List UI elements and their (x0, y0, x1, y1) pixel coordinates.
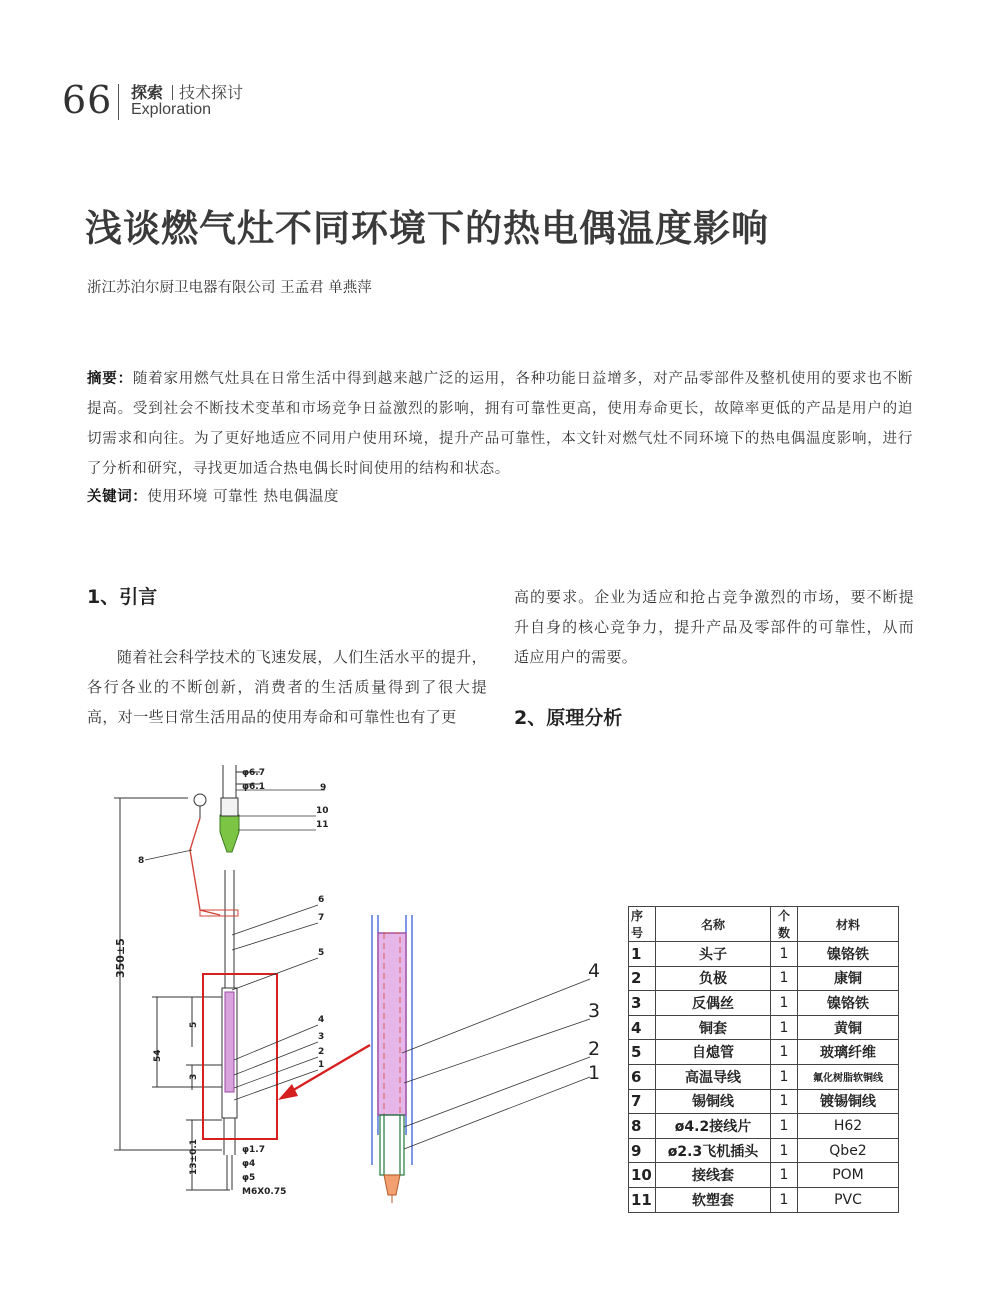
article-authors: 浙江苏泊尔厨卫电器有限公司 王孟君 单燕萍 (87, 280, 372, 296)
callout-main: 1 (318, 1060, 325, 1070)
cell: 1 (771, 942, 798, 967)
abstract-text: 随着家用燃气灶具在日常生活中得到越来越广泛的运用，各种功能日益增多，对产品零部件及整机使用的要求也不断提高。受到社会不断技术变革和市场竞争日益激烈的影响，拥有可靠性更高，使用寿命更长，故障率更低的产品是用户的迫切需求和向往。为了更好地适应不同用户使用环境，提升产品可靠性，本文针对燃气灶不同环境下的热电偶温度影响，进行了分析和研究，寻找更加适合热电偶长时间使用的结构和状态。 (87, 371, 913, 477)
dim-d61: φ6.1 (242, 782, 265, 792)
cell: 氟化树脂软铜线 (798, 1064, 899, 1089)
cell: 负极 (656, 966, 771, 991)
cell: 4 (629, 1015, 656, 1040)
cell: 头子 (656, 942, 771, 967)
dim-thread: M6X0.75 (242, 1187, 287, 1197)
cell: 软塑套 (656, 1187, 771, 1212)
table-row (629, 1187, 899, 1212)
dim-len13: 13±0.1 (189, 1138, 199, 1175)
cell: 1 (771, 1163, 798, 1188)
callout-main: 9 (320, 783, 327, 793)
callout-main: 5 (318, 948, 325, 958)
cell: 1 (771, 991, 798, 1016)
keywords (87, 484, 339, 510)
cell: 10 (629, 1163, 656, 1188)
cell: 1 (771, 1015, 798, 1040)
abstract (87, 364, 913, 484)
table-row (629, 1015, 899, 1040)
callout-detail: 3 (588, 1000, 601, 1022)
callout-main: 2 (318, 1047, 325, 1057)
cell: 6 (629, 1064, 656, 1089)
cell: 1 (771, 1114, 798, 1139)
cell: 锡铜线 (656, 1089, 771, 1114)
header-cell: 序号 (629, 907, 656, 942)
cell: 1 (629, 942, 656, 967)
callout-main: 8 (138, 856, 145, 866)
callout-detail: 4 (588, 960, 601, 982)
cell: 自熄管 (656, 1040, 771, 1065)
header-category-en: Exploration (131, 101, 212, 118)
callout-main: 4 (318, 1015, 325, 1025)
article-title: 浅谈燃气灶不同环境下的热电偶温度影响 (85, 207, 769, 250)
header-category: 探索 (131, 83, 164, 102)
header-cell: 个数 (771, 907, 798, 942)
table-row (629, 966, 899, 991)
callout-main: 7 (318, 913, 325, 923)
table-row (629, 991, 899, 1016)
callout-main: 3 (318, 1032, 325, 1042)
table-row (629, 1064, 899, 1089)
section2-heading: 2、原理分析 (514, 707, 623, 729)
thermocouple-detail (350, 905, 610, 1210)
cell: 3 (629, 991, 656, 1016)
parts-table (628, 906, 899, 1213)
callout-main: 10 (316, 806, 329, 816)
cell: 5 (629, 1040, 656, 1065)
dim-d17: φ1.7 (242, 1145, 265, 1155)
table-row (629, 1114, 899, 1139)
callout-detail: 1 (588, 1062, 601, 1084)
abstract-label: 摘要： (87, 371, 133, 387)
header-subcategory (172, 80, 243, 103)
callout-main: 11 (316, 820, 329, 830)
page-number: 66 (62, 78, 113, 122)
header-divider (118, 84, 119, 120)
cell: 康铜 (798, 966, 899, 991)
cell: 接线套 (656, 1163, 771, 1188)
keywords-label: 关键词： (87, 489, 148, 505)
section1-continuation: 高的要求。企业为适应和抢占竞争激烈的市场，要不断提升自身的核心竞争力，提升产品及零部件的可靠性，从而适应用户的需要。 (514, 588, 914, 666)
cell: PVC (798, 1187, 899, 1212)
cell: 反偶丝 (656, 991, 771, 1016)
cell: 1 (771, 1138, 798, 1163)
cell: 11 (629, 1187, 656, 1212)
header-subcategory-text: 技术探讨 (179, 83, 244, 102)
cell: 1 (771, 966, 798, 991)
cell: 玻璃纤维 (798, 1040, 899, 1065)
keywords-text: 使用环境 可靠性 热电偶温度 (147, 489, 340, 505)
cell: Qbe2 (798, 1138, 899, 1163)
table-row (629, 1089, 899, 1114)
table-row (629, 1040, 899, 1065)
cell: H62 (798, 1114, 899, 1139)
cell: 镍铬铁 (798, 942, 899, 967)
dim-total-length: 350±5 (114, 938, 127, 978)
cell: 黄铜 (798, 1015, 899, 1040)
table-row (629, 1163, 899, 1188)
callout-detail: 2 (588, 1038, 601, 1060)
cell: 7 (629, 1089, 656, 1114)
dim-d67: φ6.7 (242, 768, 265, 778)
cell: 镍铬铁 (798, 991, 899, 1016)
section1-paragraph: 随着社会科学技术的飞速发展，人们生活水平的提升，各行各业的不断创新，消费者的生活质量得到了很大提高，对一些日常生活用品的使用寿命和可靠性也有了更 (87, 648, 487, 726)
cell: POM (798, 1163, 899, 1188)
cell: 高温导线 (656, 1064, 771, 1089)
thermocouple-drawing (110, 760, 360, 1205)
table-row (629, 1138, 899, 1163)
cell: 1 (771, 1187, 798, 1212)
header-cell: 名称 (656, 907, 771, 942)
table-row (629, 942, 899, 967)
cell: ø4.2接线片 (656, 1114, 771, 1139)
cell: 2 (629, 966, 656, 991)
table-header-row (629, 907, 899, 942)
cell: ø2.3飞机插头 (656, 1138, 771, 1163)
callout-main: 6 (318, 895, 325, 905)
section1-heading: 1、引言 (87, 586, 158, 608)
cell: 1 (771, 1089, 798, 1114)
dim-len3: 3 (189, 1073, 199, 1080)
cell: 9 (629, 1138, 656, 1163)
dim-len54: 54 (153, 1049, 163, 1062)
dim-len5: 5 (189, 1021, 199, 1028)
cell: 1 (771, 1064, 798, 1089)
dim-d4: φ4 (242, 1159, 256, 1169)
cell: 8 (629, 1114, 656, 1139)
dim-d5: φ5 (242, 1173, 256, 1183)
header-cell: 材料 (798, 907, 899, 942)
cell: 1 (771, 1040, 798, 1065)
cell: 镀锡铜线 (798, 1089, 899, 1114)
cell: 铜套 (656, 1015, 771, 1040)
